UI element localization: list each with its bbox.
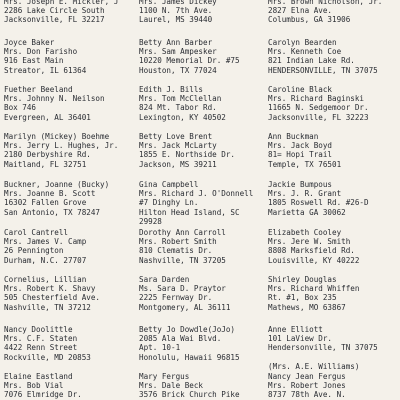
address-line: Mrs. J. R. Grant <box>268 189 342 199</box>
address-line: Mrs. Sam Ampesker <box>139 47 217 57</box>
address-line: Betty Love Brent <box>139 132 213 141</box>
address-line: 29928 <box>139 216 162 226</box>
address-entry <box>4 372 132 400</box>
address-entry <box>268 132 396 169</box>
address-entry <box>139 38 267 75</box>
address-line: 8737 78th Ave. N. <box>268 390 346 400</box>
address-line: Streator, IL 61364 <box>4 65 87 75</box>
address-line: Mrs. Robert Jones <box>268 381 346 391</box>
address-line: 810 Clematis Dr. <box>139 246 213 256</box>
address-entry <box>139 85 267 122</box>
address-line: Edith J. Bills <box>139 85 204 94</box>
address-line: 1855 E. Northside Dr. <box>139 150 236 160</box>
address-line: 26 Pennington <box>4 246 64 256</box>
address-line: Marietta GA 30062 <box>268 207 346 217</box>
address-line: Jacksonville, FL 32223 <box>268 112 369 122</box>
address-line: #7 Dinghy Ln. <box>139 198 199 208</box>
address-line: Mrs. Robert K. Shavy <box>4 284 96 294</box>
address-line: 824 Mt. Tabor Rd. <box>139 103 217 113</box>
address-entry <box>4 325 132 362</box>
address-line: 1805 Roswell Rd. #26-D <box>268 198 369 208</box>
address-line <box>268 353 396 362</box>
address-line: Jacksonville, FL 32217 <box>4 15 105 25</box>
address-line: Betty Jo Dowdle(JoJo) <box>139 325 236 334</box>
address-entry <box>139 275 267 312</box>
address-entry <box>139 228 267 265</box>
address-line: Houston, TX 77024 <box>139 65 217 75</box>
address-line: 8808 Marksfield Rd. <box>268 246 355 256</box>
address-line: Nancy Doolittle <box>4 325 73 334</box>
address-entry <box>268 325 396 371</box>
address-line: Mrs. Brown Nicholson, Jr. <box>268 0 383 6</box>
address-entry <box>4 132 132 169</box>
address-line: Mrs. Tom McClellan <box>139 94 222 104</box>
address-entry <box>139 132 267 169</box>
address-line: Mrs. C.F. Staten <box>4 334 78 344</box>
address-line: Mrs. Kenneth Coe <box>268 47 342 57</box>
address-line: Montgomery, AL 36111 <box>139 302 231 312</box>
address-entry <box>268 372 396 400</box>
address-line: 2180 Derbyshire Rd. <box>4 150 91 160</box>
address-line: Elizabeth Cooley <box>268 228 342 237</box>
address-line: 2286 Lake Circle South <box>4 6 105 16</box>
address-line: Maitland, FL 32751 <box>4 159 87 169</box>
address-line: Nashville, TN 37205 <box>139 255 226 265</box>
address-line: Mrs. Jack McLarty <box>139 141 217 151</box>
address-line: 7076 Elmridge Dr. <box>4 390 82 400</box>
address-line: Columbus, GA 31906 <box>268 15 351 25</box>
address-line: Mrs. Johnny N. Neilson <box>4 94 105 104</box>
address-line: 101 LaView Dr. <box>268 334 333 344</box>
address-line: Mrs. Don Farisho <box>4 47 78 57</box>
address-entry <box>4 85 132 122</box>
address-line: Mrs. Joanne B. Scott <box>4 189 96 199</box>
address-line: Mrs. Dale Beck <box>139 381 204 391</box>
address-line: Mrs. James V. Camp <box>4 237 87 247</box>
address-line: Mrs. Richard Whiffen <box>268 284 360 294</box>
address-line: Mathews, MO 63867 <box>268 302 346 312</box>
address-line: Evergreen, AL 36401 <box>4 112 91 122</box>
address-line: Mrs. Jack Boyd <box>268 141 333 151</box>
address-line: Nancy Jean Fergus <box>268 372 346 381</box>
address-line: Mrs. Richard J. O'Donnell <box>139 189 254 199</box>
address-line: 16302 Fallen Grove <box>4 198 87 208</box>
address-line: Ann Buckman <box>268 132 319 141</box>
address-entry <box>268 0 396 25</box>
address-line: Mrs. James Dickey <box>139 0 217 6</box>
address-line: Mrs. Jerry L. Hughes, Jr. <box>4 141 119 151</box>
address-line: Rockville, MD 20853 <box>4 352 91 362</box>
address-line: Rt. #1, Box 235 <box>268 293 337 303</box>
address-line: Nashville, TN 37212 <box>4 302 91 312</box>
address-line: Carolyn Bearden <box>268 38 337 47</box>
address-line: Buckner, Joanne (Bucky) <box>4 180 110 189</box>
address-line: Caroline Black <box>268 85 333 94</box>
address-line: Sara Darden <box>139 275 190 284</box>
address-entry <box>4 180 132 217</box>
address-line: Louisville, KY 40222 <box>268 255 360 265</box>
address-line: 2827 Elna Ave. <box>268 6 333 16</box>
address-line: 10220 Memorial Dr. #75 <box>139 56 240 66</box>
address-line: Dorothy Ann Carroll <box>139 228 226 237</box>
address-line: Fuether Beeland <box>4 85 73 94</box>
address-entry <box>268 228 396 265</box>
address-line: 2085 Ala Wai Blvd. <box>139 334 222 344</box>
address-line: Mrs. Bob Vial <box>4 381 64 391</box>
address-line: Hilton Head Island, SC <box>139 207 240 217</box>
address-entry <box>4 228 132 265</box>
address-line: Mrs. Robert Smith <box>139 237 217 247</box>
address-line: HENDERSONVILLE, TN 37075 <box>268 65 378 75</box>
address-line: Lexington, KY 40502 <box>139 112 226 122</box>
address-line: 11665 N. Sedgemoor Dr. <box>268 103 369 113</box>
address-entry <box>139 180 267 226</box>
address-line: Cornelius, Lillian <box>4 275 87 284</box>
address-entry <box>4 0 132 25</box>
address-line: Gina Campbell <box>139 180 199 189</box>
address-line: 81= Hopi Trail <box>268 150 333 160</box>
address-line: Durham, N.C. 27707 <box>4 255 87 265</box>
address-line: San Antonio, TX 78247 <box>4 207 101 217</box>
address-line: 505 Chesterfield Ave. <box>4 293 101 303</box>
address-line: Shirley Douglas <box>268 275 337 284</box>
address-line: 1100 N. 7th Ave. <box>139 6 213 16</box>
address-line: Betty Ann Barber <box>139 38 213 47</box>
address-entry <box>139 0 267 25</box>
address-line: Jackie Bumpous <box>268 180 333 189</box>
address-line: Anne Elliott <box>268 325 323 334</box>
address-line: (Mrs. A.E. Williams) <box>268 361 360 371</box>
address-entry <box>4 275 132 312</box>
address-line: Hendersonville, TN 37075 <box>268 343 378 353</box>
address-line: Laurel, MS 39440 <box>139 15 213 25</box>
address-line: Carol Cantrell <box>4 228 69 237</box>
address-line: 3576 Brick Church Pike <box>139 390 240 400</box>
address-line: Box 746 <box>4 103 37 113</box>
address-line: 4422 Renn Street <box>4 343 78 353</box>
address-line: Honolulu, Hawaii 96815 <box>139 352 240 362</box>
address-line: Apt. 10-1 <box>139 343 181 353</box>
address-line: 821 Indian Lake Rd. <box>268 56 355 66</box>
address-line: Mrs. Jere W. Smith <box>268 237 351 247</box>
address-line: Ms. Sara D. Praytor <box>139 284 226 294</box>
address-line: Mary Fergus <box>139 372 190 381</box>
address-line: Mrs. Joseph E. Mickler, J <box>4 0 119 6</box>
address-entry <box>139 325 267 362</box>
address-line: Elaine Eastland <box>4 372 73 381</box>
address-line: 2225 Fernway Dr. <box>139 293 213 303</box>
address-entry <box>4 38 132 75</box>
address-line: 916 East Main <box>4 56 64 66</box>
address-entry <box>268 38 396 75</box>
address-entry <box>268 275 396 312</box>
address-entry <box>268 85 396 122</box>
address-line: Temple, TX 76501 <box>268 159 342 169</box>
address-entry <box>268 180 396 217</box>
address-line: Mrs. Richard Baginski <box>268 94 365 104</box>
address-entry <box>139 372 267 400</box>
address-line: Jackson, MS 39211 <box>139 159 217 169</box>
address-line: Marilyn (Mickey) Boehme <box>4 132 110 141</box>
address-line: Joyce Baker <box>4 38 55 47</box>
